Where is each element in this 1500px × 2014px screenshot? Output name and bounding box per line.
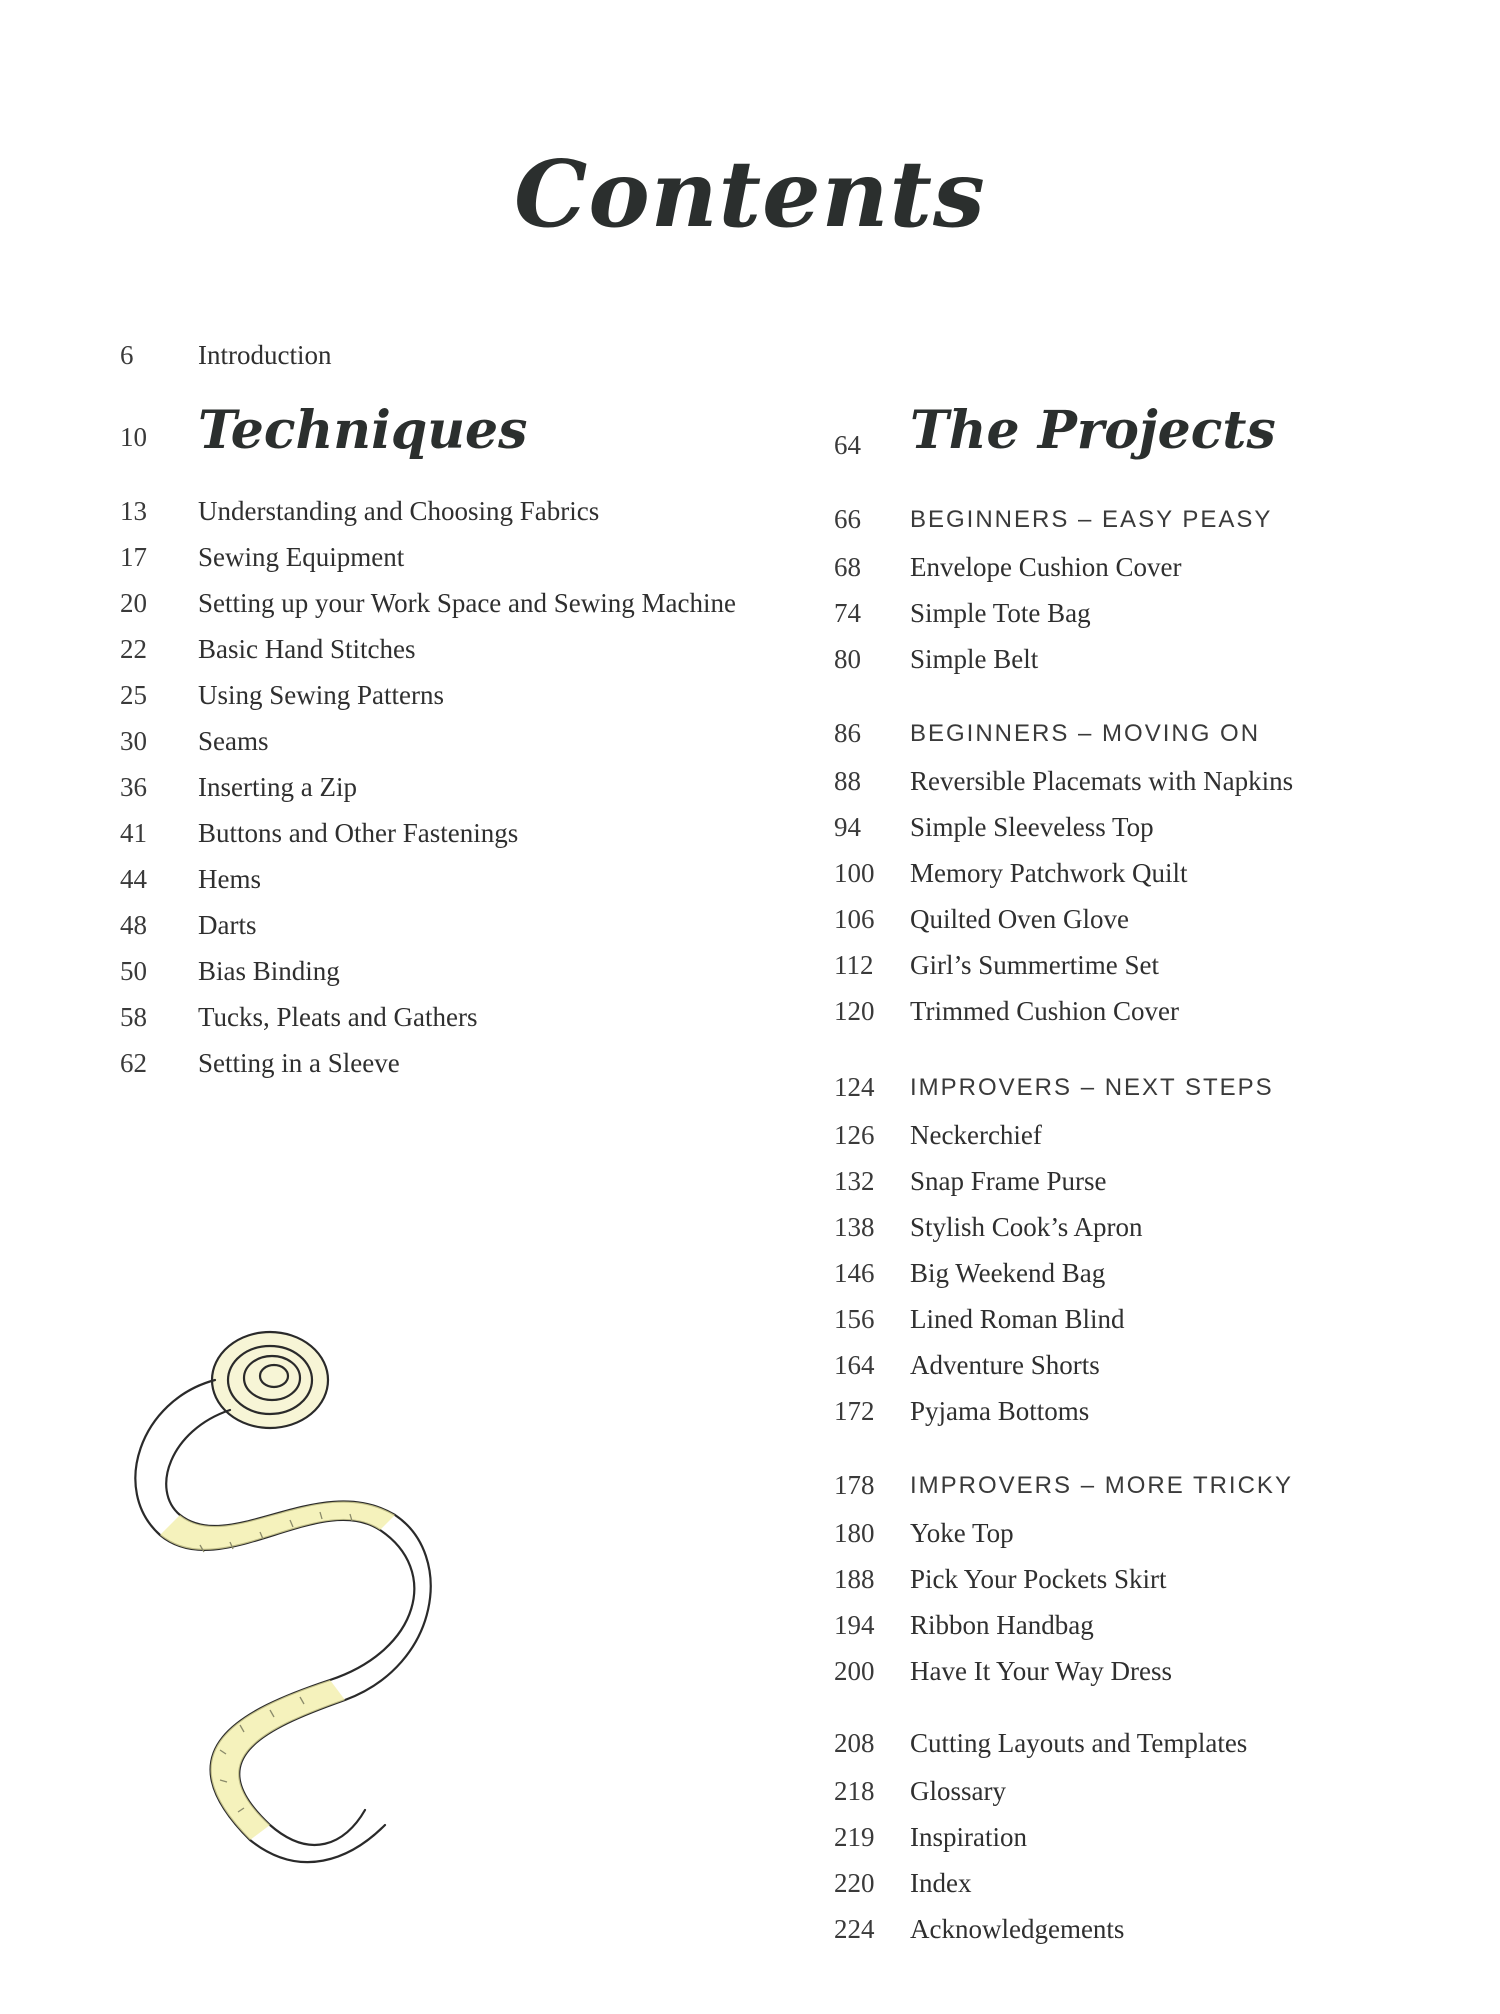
- page-number: 219: [834, 1822, 875, 1852]
- entry-label: Simple Sleeveless Top: [910, 812, 1154, 842]
- entry-label: Cutting Layouts and Templates: [910, 1728, 1248, 1758]
- subsection-label: BEGINNERS – MOVING ON: [910, 720, 1261, 747]
- page-number: 36: [120, 772, 147, 802]
- page-number: 100: [834, 858, 875, 888]
- page-number: 172: [834, 1396, 875, 1426]
- page-number: 180: [834, 1518, 875, 1548]
- page-number: 10: [120, 422, 147, 452]
- entry-label: Lined Roman Blind: [910, 1304, 1125, 1334]
- page-number: 194: [834, 1610, 875, 1640]
- heading-label: The Projects: [910, 400, 1276, 461]
- entry-label: Envelope Cushion Cover: [910, 552, 1182, 582]
- entry-label: Have It Your Way Dress: [910, 1656, 1173, 1686]
- entry-label: Inserting a Zip: [198, 772, 357, 802]
- entry-label: Hems: [198, 864, 261, 894]
- entry-label: Memory Patchwork Quilt: [910, 858, 1188, 888]
- entry-label: Quilted Oven Glove: [910, 904, 1129, 934]
- page-number: 13: [120, 496, 147, 526]
- page-number: 88: [834, 766, 861, 796]
- page-number: 17: [120, 542, 147, 572]
- entry-label: Using Sewing Patterns: [198, 680, 444, 710]
- page-number: 50: [120, 956, 147, 986]
- entry-label: Big Weekend Bag: [910, 1258, 1106, 1288]
- page-number: 218: [834, 1776, 875, 1806]
- entry-label: Pyjama Bottoms: [910, 1396, 1090, 1426]
- page-number: 41: [120, 818, 147, 848]
- page-number: 132: [834, 1166, 875, 1196]
- entry-label: Pick Your Pockets Skirt: [910, 1564, 1167, 1594]
- page-number: 68: [834, 552, 861, 582]
- page-number: 124: [834, 1072, 875, 1102]
- entry-label: Introduction: [198, 340, 332, 370]
- entry-label: Stylish Cook’s Apron: [910, 1212, 1143, 1242]
- entry-label: Darts: [198, 910, 257, 940]
- entry-label: Buttons and Other Fastenings: [198, 818, 519, 848]
- entry-label: Glossary: [910, 1776, 1006, 1806]
- page-number: 25: [120, 680, 147, 710]
- entry-label: Basic Hand Stitches: [198, 634, 416, 664]
- page-number: 106: [834, 904, 875, 934]
- page-number: 188: [834, 1564, 875, 1594]
- entry-label: Setting in a Sleeve: [198, 1048, 400, 1078]
- page-number: 20: [120, 588, 147, 618]
- entry-label: Simple Tote Bag: [910, 598, 1091, 628]
- subsection-label: BEGINNERS – EASY PEASY: [910, 506, 1273, 533]
- page-number: 44: [120, 864, 147, 894]
- page-number: 86: [834, 718, 861, 748]
- page-number: 178: [834, 1470, 875, 1500]
- entry-label: Setting up your Work Space and Sewing Machine: [198, 588, 736, 618]
- page-number: 48: [120, 910, 147, 940]
- page-number: 94: [834, 812, 861, 842]
- page-title: Contents: [514, 140, 986, 248]
- entry-label: Sewing Equipment: [198, 542, 405, 572]
- entry-label: Neckerchief: [910, 1120, 1042, 1150]
- page-number: 126: [834, 1120, 875, 1150]
- page-number: 224: [834, 1914, 875, 1944]
- heading-label: Techniques: [198, 400, 528, 461]
- page-number: 120: [834, 996, 875, 1026]
- page-number: 208: [834, 1728, 875, 1758]
- entry-label: Simple Belt: [910, 644, 1039, 674]
- page-number: 112: [834, 950, 874, 980]
- entry-label: Acknowledgements: [910, 1914, 1125, 1944]
- entry-label: Tucks, Pleats and Gathers: [198, 1002, 478, 1032]
- entry-label: Yoke Top: [910, 1518, 1014, 1548]
- page-number: 66: [834, 504, 861, 534]
- page-number: 62: [120, 1048, 147, 1078]
- page-number: 6: [120, 340, 134, 370]
- page-number: 58: [120, 1002, 147, 1032]
- page-number: 156: [834, 1304, 875, 1334]
- page-number: 22: [120, 634, 147, 664]
- entry-label: Reversible Placemats with Napkins: [910, 766, 1294, 796]
- page-number: 164: [834, 1350, 875, 1380]
- entry-label: Trimmed Cushion Cover: [910, 996, 1180, 1026]
- entry-label: Ribbon Handbag: [910, 1610, 1094, 1640]
- entry-label: Snap Frame Purse: [910, 1166, 1107, 1196]
- page-number: 80: [834, 644, 861, 674]
- page-number: 146: [834, 1258, 875, 1288]
- entry-label: Seams: [198, 726, 269, 756]
- entry-label: Bias Binding: [198, 956, 340, 986]
- page-number: 30: [120, 726, 147, 756]
- subsection-label: IMPROVERS – NEXT STEPS: [910, 1074, 1274, 1101]
- page-number: 200: [834, 1656, 875, 1686]
- page-number: 64: [834, 430, 861, 460]
- entry-label: Adventure Shorts: [910, 1350, 1100, 1380]
- entry-label: Inspiration: [910, 1822, 1027, 1852]
- entry-label: Understanding and Choosing Fabrics: [198, 496, 600, 526]
- entry-label: Index: [910, 1868, 972, 1898]
- page-number: 74: [834, 598, 861, 628]
- entry-label: Girl’s Summertime Set: [910, 950, 1159, 980]
- subsection-label: IMPROVERS – MORE TRICKY: [910, 1472, 1293, 1499]
- page-number: 220: [834, 1868, 875, 1898]
- tape-measure-icon: [120, 1320, 500, 1880]
- page-number: 138: [834, 1212, 875, 1242]
